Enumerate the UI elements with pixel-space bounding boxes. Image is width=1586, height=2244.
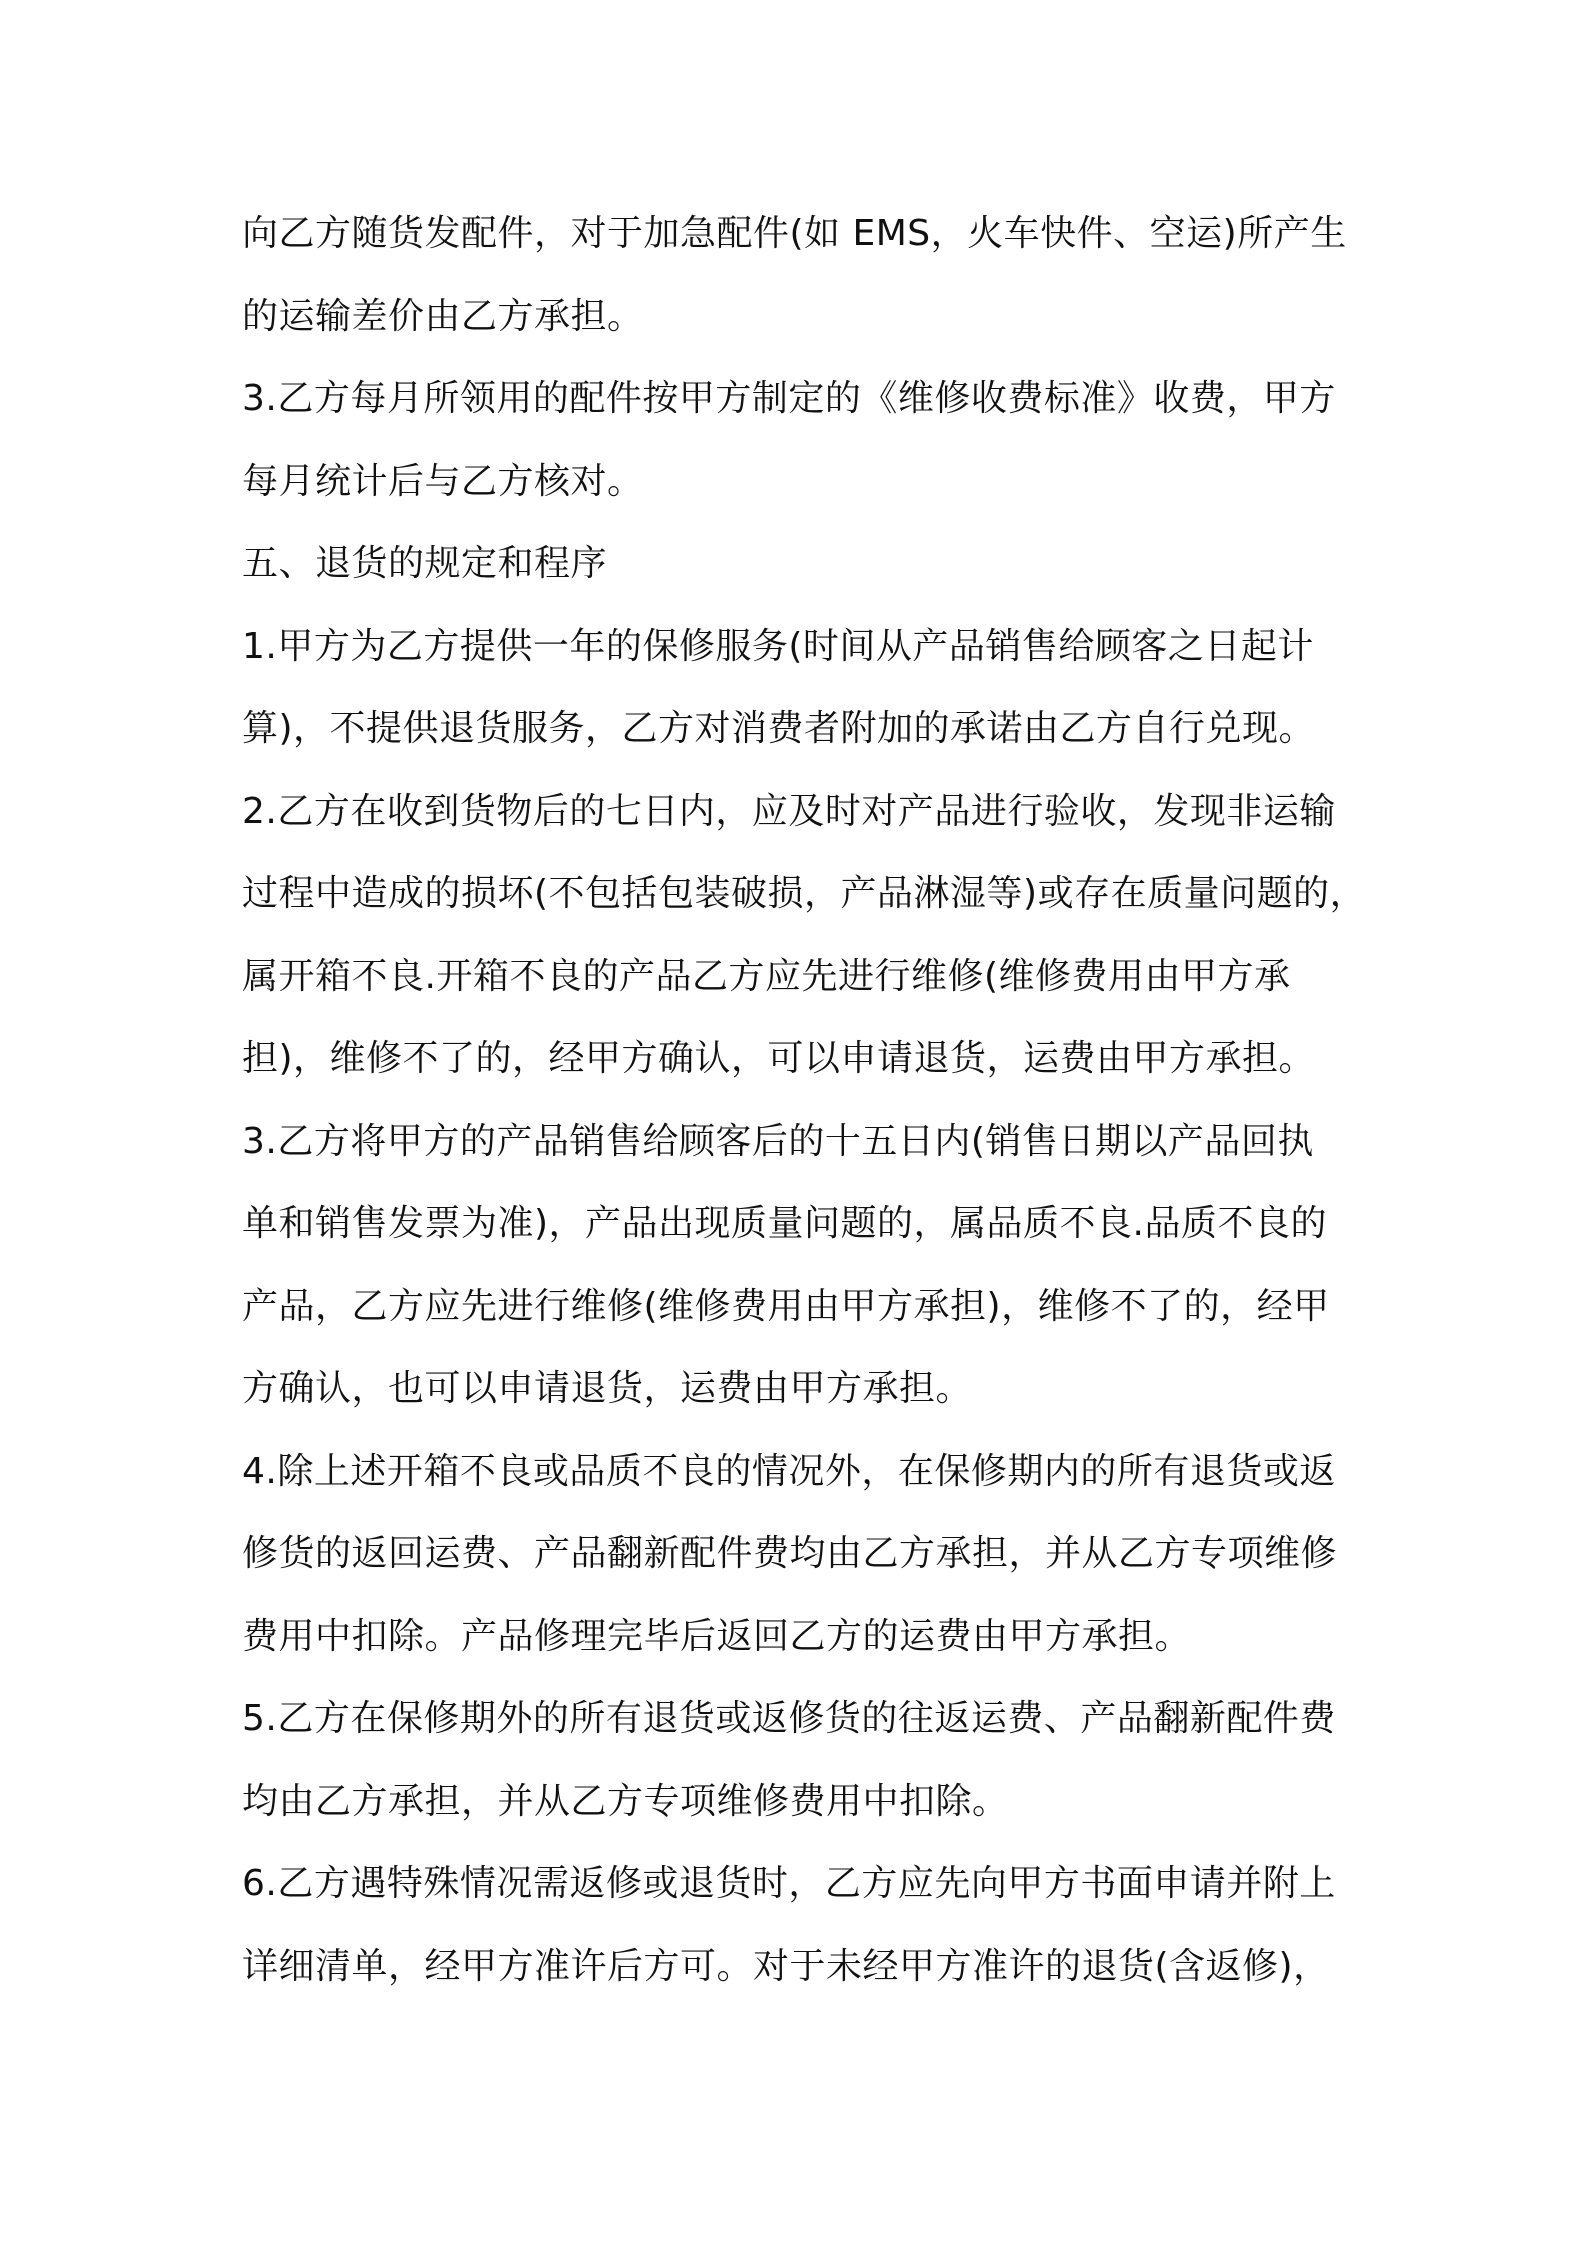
section-heading: 五、退货的规定和程序 — [242, 543, 608, 584]
text-line: 费用中扣除。产品修理完毕后返回乙方的运费由甲方承担。 — [242, 1615, 1192, 1657]
text-line: 每月统计后与乙方核对。 — [242, 460, 644, 502]
text-line: 3.乙方每月所领用的配件按甲方制定的《维修收费标准》收费，甲方 — [242, 378, 1336, 419]
text-line: 担)，维修不了的，经甲方确认，可以申请退货，运费由甲方承担。 — [242, 1038, 1316, 1079]
text-line: 3.乙方将甲方的产品销售给顾客后的十五日内(销售日期以产品回执 — [242, 1120, 1314, 1162]
document-body — [242, 193, 1367, 2008]
text-line: 4.除上述开箱不良或品质不良的情况外，在保修期内的所有退货或返 — [242, 1450, 1336, 1492]
text-line: 属开箱不良.开箱不良的产品乙方应先进行维修(维修费用由甲方承 — [242, 955, 1291, 997]
text-line: 2.乙方在收到货物后的七日内，应及时对产品进行验收，发现非运输 — [242, 790, 1336, 832]
text-line: 详细清单，经甲方准许后方可。对于未经甲方准许的退货(含返修)， — [242, 1945, 1330, 1987]
text-line: 产品，乙方应先进行维修(维修费用由甲方承担)，维修不了的，经甲 — [242, 1285, 1330, 1327]
text-line: 5.乙方在保修期外的所有退货或返修货的往返运费、产品翻新配件费 — [242, 1698, 1336, 1739]
text-line: 单和销售发票为准)，产品出现质量问题的，属品质不良.品质不良的 — [242, 1203, 1327, 1244]
text-line: 6.乙方遇特殊情况需返修或退货时，乙方应先向甲方书面申请并附上 — [242, 1863, 1336, 1904]
text-line: 修货的返回运费、产品翻新配件费均由乙方承担，并从乙方专项维修 — [242, 1533, 1338, 1574]
text-line: 算)，不提供退货服务，乙方对消费者附加的承诺由乙方自行兑现。 — [242, 708, 1316, 749]
text-line: 过程中造成的损坏(不包括包装破损，产品淋湿等)或存在质量问题的， — [242, 873, 1367, 914]
text-line: 方确认，也可以申请退货，运费由甲方承担。 — [242, 1368, 973, 1409]
text-line: 均由乙方承担，并从乙方专项维修费用中扣除。 — [242, 1780, 1009, 1822]
text-line: 的运输差价由乙方承担。 — [242, 295, 644, 337]
text-line: 1.甲方为乙方提供一年的保修服务(时间从产品销售给顾客之日起计 — [242, 625, 1314, 667]
text-line: 向乙方随货发配件，对于加急配件(如 EMS，火车快件、空运)所产生 — [242, 213, 1347, 254]
